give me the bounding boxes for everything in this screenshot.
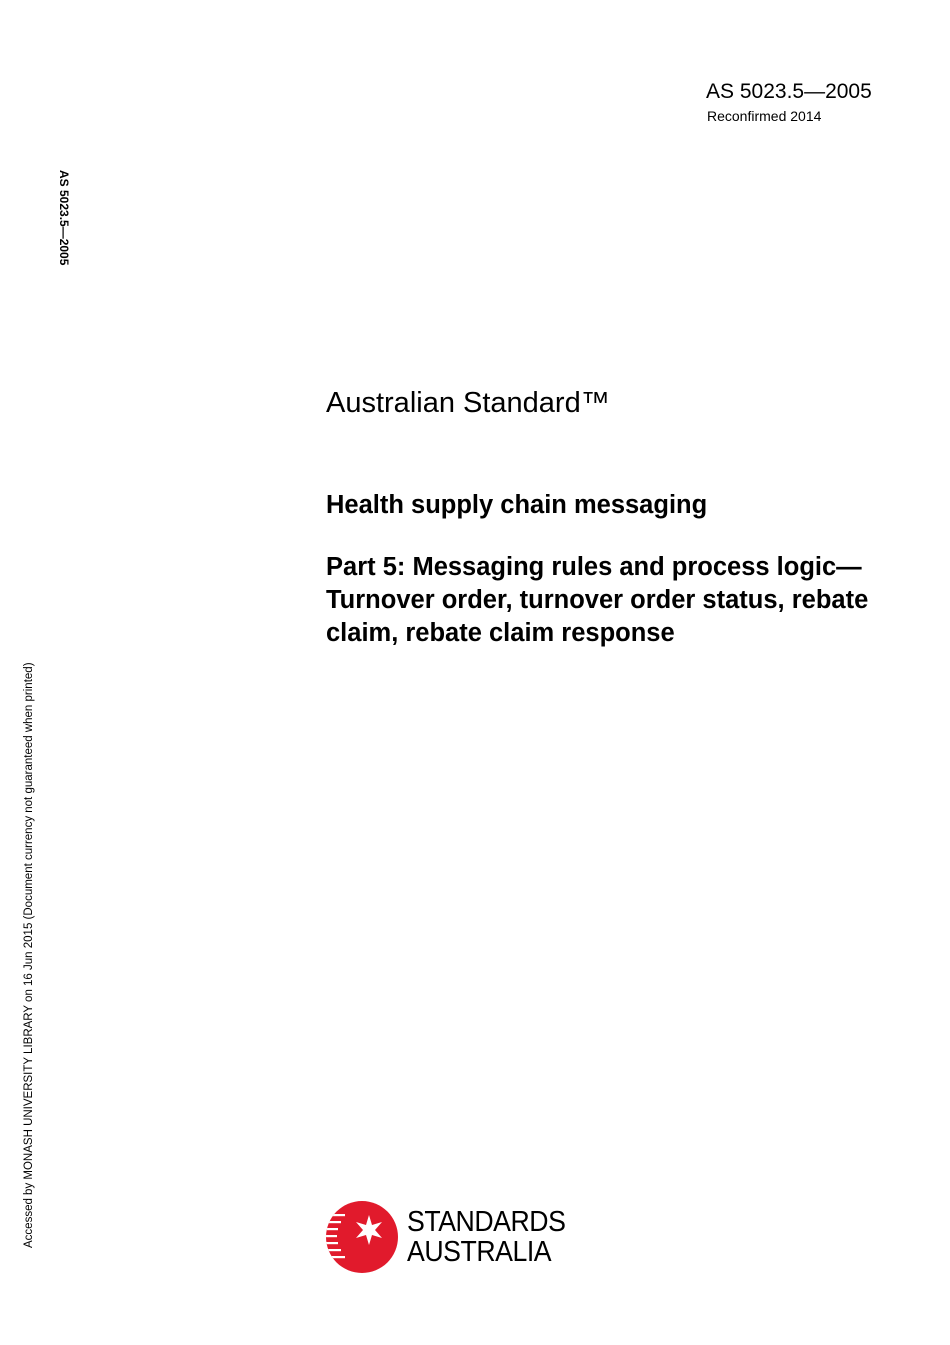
brand-line: Australian Standard™ (326, 387, 610, 419)
logo-line-2: AUSTRALIA (407, 1236, 552, 1268)
document-subtitle: Part 5: Messaging rules and process logic—Turnover order, turnover order status, rebate claim, rebate claim response (326, 553, 869, 647)
access-note: Accessed by MONASH UNIVERSITY LIBRARY on 16 Jun 2015 (Document currency not guaranteed when printed) (23, 662, 35, 1248)
document-title: Health supply chain messaging (326, 491, 708, 519)
logo-wordmark (407, 1207, 565, 1267)
star-globe-icon (325, 1200, 399, 1274)
spine-label-container (56, 170, 78, 294)
standards-australia-logo (325, 1200, 585, 1274)
reconfirmed-date: Reconfirmed 2014 (707, 108, 822, 124)
access-note-container (20, 598, 38, 1250)
standard-number: AS 5023.5—2005 (706, 80, 872, 103)
logo-line-1: STANDARDS (407, 1206, 566, 1238)
spine-label: AS 5023.5—2005 (57, 170, 71, 266)
